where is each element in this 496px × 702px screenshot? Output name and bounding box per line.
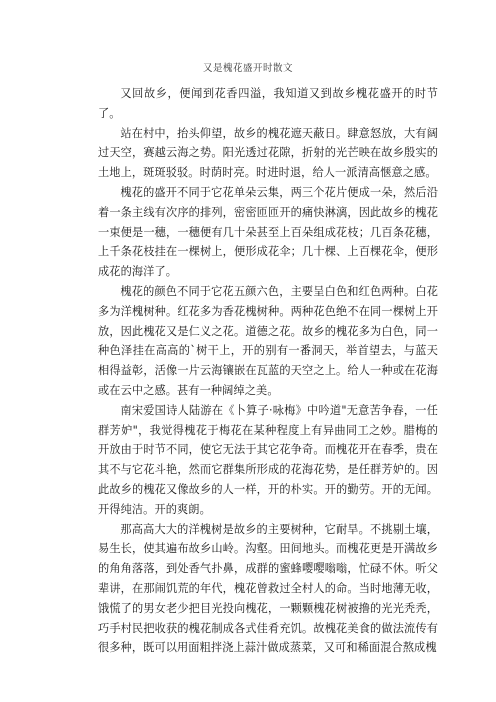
paragraph: 那高高大大的洋槐树是故乡的主要树种，它耐旱。不挑剔土壤，易生长，使其遍布故乡山岭。沟壑。田间地头。而槐花更是开满故乡的角角落落，到处香气扑鼻，成群的蜜蜂嘤嘤嗡嗡，忙碌不休。听父辈讲，在那闹饥荒的年代，槐花曾救过全村人的命。当时地薄无收，饿慌了的男女老少把目光投向槐花，一颗颗槐花树被撸的光光秃秃，巧手村民把收获的槐花制成各式佳肴充饥。故槐花美食的做法流传有很多种，既可以用面粗拌浇上蒜汁做成蒸菜，又可和稀面混合熬成槐 (98, 522, 438, 655)
paragraph: 南宋爱国诗人陆游在《卜算子·咏梅》中吟道"无意苦争春，一任群芳妒"，我觉得槐花于梅花在某种程度上有异曲同工之妙。腊梅的开放由于时节不同，使它无法于其它花争奇。而槐花开在春季，贵在其不与它花斗艳，然而它群集所形成的花海花势，是任群芳妒的。因此故乡的槐花又像故乡的人一样，开的朴实。开的勤劳。开的无闻。开得纯洁。开的爽朗。 (98, 403, 438, 516)
document-title: 又是槐花盛开时散文 (202, 63, 293, 74)
document-body (98, 84, 438, 658)
paragraph: 站在村中，抬头仰望，故乡的槐花遮天蔽日。肆意怒放，大有阔过天空，赛越云海之势。阳光透过花隙，折射的光芒映在故乡殷实的土地上，斑斑驳驳。时荫时亮。时进时退，给人一派清高惬意之感。 (98, 126, 438, 180)
paragraph: 又回故乡，便闻到花香四溢，我知道又到故乡槐花盛开的时节了。 (98, 87, 438, 120)
paragraph: 槐花的盛开不同于它花单朵云集，两三个花片便成一朵，然后沿着一条主线有次序的排列，密密匝匝开的痛快淋漓，因此故乡的槐花一束便是一穗，一穗便有几十朵甚至上百朵组成花枝；几百条花穗，上千条花枝挂在一棵树上，便形成花伞；几十棵、上百棵花伞，便形成花的海洋了。 (98, 185, 438, 279)
paragraph: 槐花的颜色不同于它花五颜六色，主要呈白色和红色两种。白花多为洋槐树种。红花多为香花槐树种。两种花色绝不在同一棵树上开放，因此槐花又是仁义之花。道德之花。故乡的槐花多为白色，同一种色泽挂在高高的`树干上，开的别有一番洞天，举首望去，与蓝天相得益彰，活像一片云海镶嵌在瓦蓝的天空之上。给人一种或在花海或在云中之感。甚有一种阔绰之美。 (98, 284, 438, 397)
